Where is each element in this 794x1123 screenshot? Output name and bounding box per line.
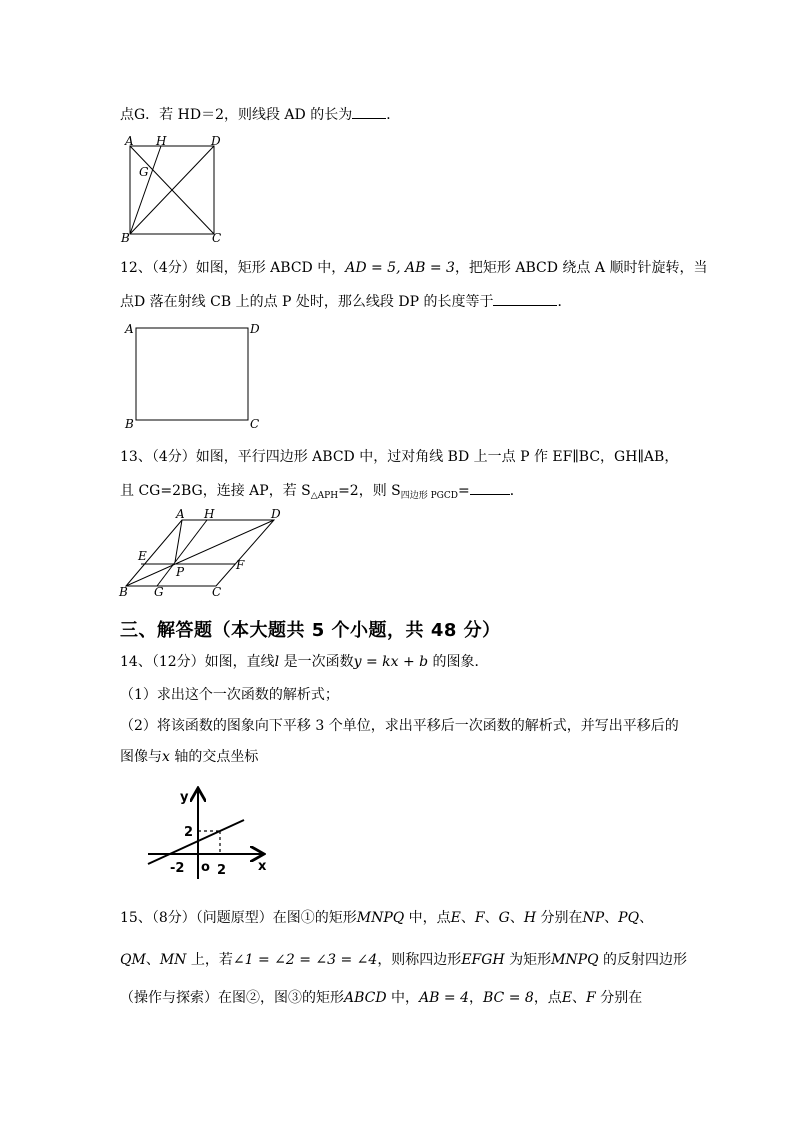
q15-l3-ab: AB = 4: [419, 990, 469, 1006]
graph-y-tick-2: 2: [184, 825, 194, 840]
q15-l3-sep: 、: [572, 990, 587, 1006]
graph-y-label: y: [180, 790, 189, 805]
q12-label-d: D: [250, 322, 260, 336]
q13-sub-apf: △APH: [310, 491, 339, 501]
q13-line2-a: 且 CG=2BG，连接 AP，若 S: [120, 483, 311, 499]
graph-x-label: x: [258, 859, 267, 874]
graph-x-tick-2: 2: [217, 863, 227, 878]
q15-l1-f: F: [474, 910, 485, 926]
q15-l1-sep3: 、: [509, 910, 524, 926]
q14-part2: （2）将该函数的图象向下平移 3 个单位，求出平移后一次函数的解析式，并写出平移后的: [120, 718, 679, 734]
q11-label-h: H: [156, 134, 167, 148]
q15-l1-np: NP: [582, 910, 605, 926]
q15-l3-a: （操作与探索）在图②，图③的矩形: [120, 990, 344, 1006]
q15-l2-mnpq: MNPQ: [551, 952, 599, 968]
q11-text: [120, 104, 400, 124]
q14-line1: [120, 653, 489, 671]
q15-l3-f2: 分别在: [595, 990, 643, 1006]
q12-line2-a: 点D 落在射线 CB 上的点 P 处时，那么线段 DP 的长度等于: [120, 294, 494, 310]
q15-l3-bc: BC = 8: [483, 990, 534, 1006]
q11-label-a: A: [125, 134, 134, 148]
q13-line2-b: =2，则 S: [338, 483, 401, 499]
q13-sub-quad: 四边形 PGCD: [400, 491, 458, 501]
q14-x-var: x: [162, 749, 170, 765]
q14-line-l: l: [274, 654, 280, 670]
q15-l1-sep5: 、: [639, 910, 654, 926]
q15-l2-d: 为矩形: [504, 952, 552, 968]
q15-l1-sep2: 、: [484, 910, 499, 926]
q15-l3-d: ，点: [533, 990, 562, 1006]
q15-line2: [120, 951, 687, 969]
q12-line2: [120, 291, 571, 311]
q15-l1-f2: 分别在: [536, 910, 583, 926]
q11-label-g: G: [139, 165, 149, 179]
graph-x-tick-neg2: -2: [170, 861, 185, 876]
q13-label-e: E: [138, 549, 147, 563]
line-l: [148, 820, 244, 864]
q15-l3-abcd: ABCD: [344, 990, 387, 1006]
q15-l1-h: H: [523, 910, 537, 926]
q14-line1-c: 的图象．: [428, 654, 489, 670]
q15-l2-sep: 、: [145, 952, 160, 968]
q11-label-b: B: [121, 231, 130, 245]
q12-line1: [120, 259, 707, 277]
q11-figure: [118, 134, 228, 246]
q12-given: AD = 5, AB = 3: [345, 260, 455, 276]
q15-l3-f: F: [586, 990, 596, 1006]
q13-answer-blank[interactable]: [470, 480, 510, 495]
q13-figure: [118, 506, 293, 598]
q12-answer-blank[interactable]: [493, 291, 557, 306]
q15-l2-mn: MN: [159, 952, 187, 968]
q11-label-d: D: [211, 134, 221, 148]
q12-label-a: A: [125, 322, 134, 336]
q15-l1-sep4: 、: [604, 910, 619, 926]
q15-l2-c: ，则称四边形: [377, 952, 462, 968]
q13-label-a: A: [176, 507, 185, 521]
q15-l2-b: 上，若: [186, 952, 233, 968]
q13-line2-end: ．: [509, 483, 524, 499]
q15-l1-g: G: [498, 910, 510, 926]
section3-heading: 三、解答题（本大题共 5 个小题，共 48 分）: [120, 620, 501, 641]
q15-l2-e: 的反射四边形: [598, 952, 688, 968]
q15-l1-sep1: 、: [460, 910, 475, 926]
q14-part1: （1）求出这个一次函数的解析式；: [120, 687, 339, 703]
q12-line1-a: 12、（4分）如图，矩形 ABCD 中，: [120, 260, 346, 276]
q14-part2b: [120, 748, 258, 766]
q13-label-h: H: [204, 507, 215, 521]
q14-graph: [140, 784, 275, 884]
q11-label-c: C: [212, 231, 222, 245]
q13-label-b: B: [119, 585, 128, 598]
graph-origin: o: [201, 860, 210, 875]
q15-line3: [120, 989, 642, 1007]
q15-l2-qm: QM: [120, 952, 146, 968]
q15-l1-pq: PQ: [618, 910, 640, 926]
q12-figure: [120, 318, 270, 434]
q14-line1-a: 14、（12分）如图，直线: [120, 654, 275, 670]
q14-part2b-b: 轴的交点坐标: [169, 749, 259, 765]
q14-part2b-a: 图像与: [120, 749, 162, 765]
q11-text-end: ．: [386, 107, 401, 123]
q15-l2-angles: ∠1 = ∠2 = ∠3 = ∠4: [232, 952, 378, 968]
q15-l1-e: E: [450, 910, 461, 926]
q14-line1-b: 是一次函数: [279, 654, 354, 670]
q13-label-p: P: [176, 565, 185, 579]
q13-label-f: F: [236, 558, 245, 572]
q12-label-b: B: [125, 417, 134, 431]
q11-answer-blank[interactable]: [352, 104, 386, 119]
q15-l3-b: 中，: [386, 990, 420, 1006]
q13-line2: [120, 480, 524, 502]
q12-line2-end: ．: [557, 294, 572, 310]
q13-label-c: C: [212, 585, 222, 598]
q14-function: y = kx + b: [353, 654, 429, 670]
q15-l2-efgh: EFGH: [461, 952, 505, 968]
q12-line1-b: ，把矩形 ABCD 绕点 A 顺时针旋转，当: [454, 260, 708, 276]
q13-line2-c: =: [457, 483, 470, 499]
q15-l3-c: ，: [469, 990, 483, 1006]
q13-label-d: D: [271, 507, 281, 521]
q15-line1: [120, 909, 653, 927]
q15-l1-mnpq: MNPQ: [356, 910, 405, 926]
q13-line1: 13、（4分）如图，平行四边形 ABCD 中，过对角线 BD 上一点 P 作 EF∥BC，GH∥AB，: [120, 449, 679, 465]
q15-l1-b: 中，点: [404, 910, 451, 926]
q11-text-a: 点G．若 HD＝2，则线段 AD 的长为: [120, 107, 353, 123]
q13-label-g: G: [154, 585, 164, 598]
q15-l3-e: E: [561, 990, 573, 1006]
q12-label-c: C: [250, 417, 260, 431]
q15-l1-a: 15、（8分）（问题原型）在图①的矩形: [120, 910, 357, 926]
